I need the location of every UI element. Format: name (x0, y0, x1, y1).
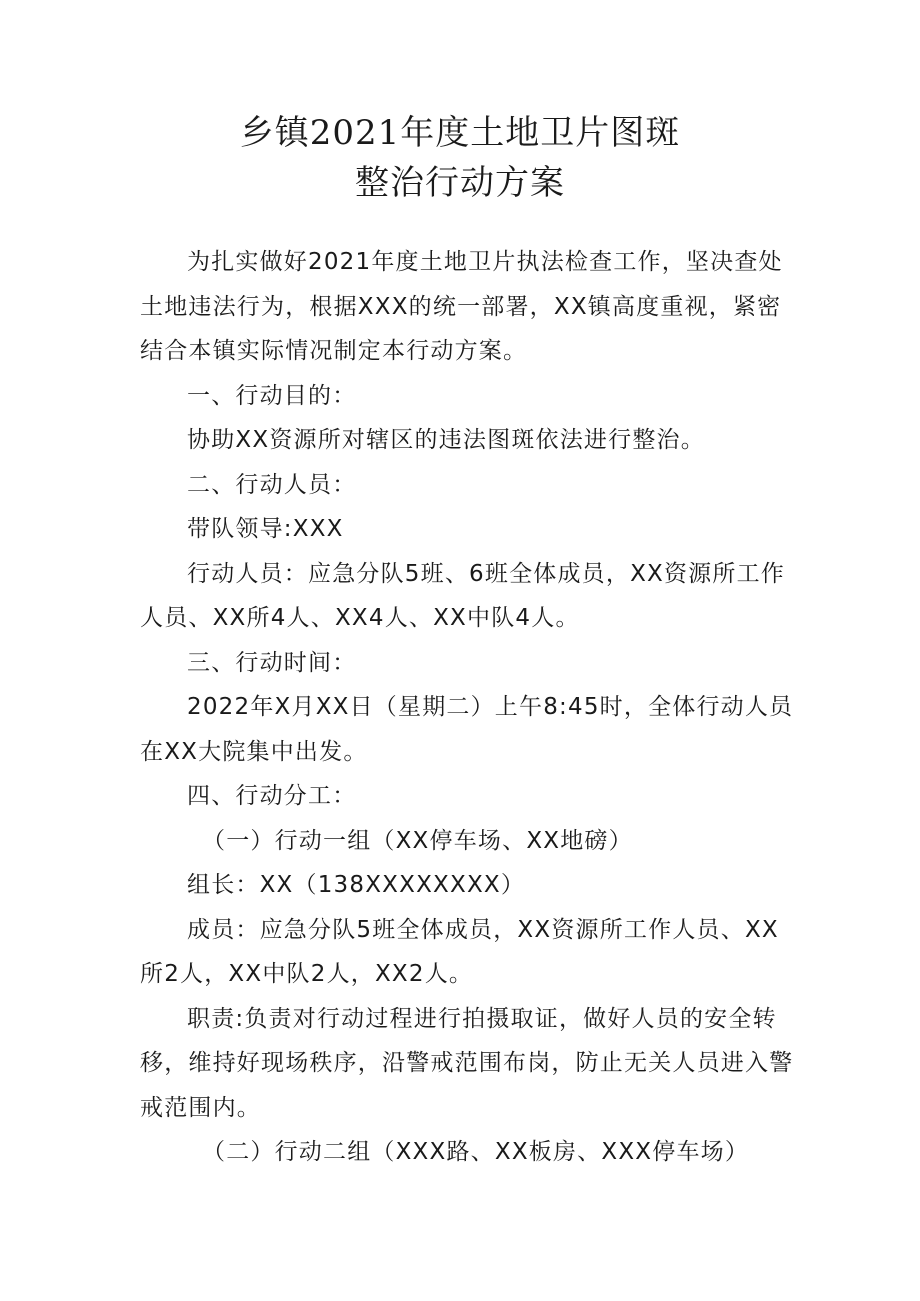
document-title-line2: 整治行动方案 (355, 163, 565, 203)
personnel-paragraph: 行动人员：应急分队5班、6班全体成员，XX资源所工作人员、XX所4人、XX4人、XX中队4人。 (140, 560, 785, 631)
group-two-heading: （二）行动二组（XXX路、XX板房、XXX停车场） (202, 1139, 750, 1165)
group-one-duties: 职责:负责对行动过程进行拍摄取证，做好人员的安全转移，维持好现场秩序，沿警戒范围布岗，防止无关人员进入警戒范围内。 (140, 1005, 794, 1121)
document-title-line1: 乡镇2021年度土地卫片图斑 (239, 113, 681, 153)
group-one-heading: （一）行动一组（XX停车场、XX地磅） (202, 827, 633, 854)
group-one-leader: 组长：XX（138XXXXXXXX） (187, 872, 526, 898)
team-leader-paragraph: 带队领导:XXX (187, 516, 344, 542)
section-heading-purpose: 一、行动目的： (187, 382, 357, 409)
section-heading-time: 三、行动时间： (187, 649, 357, 676)
document-body (140, 240, 800, 1175)
intro-paragraph: 为扎实做好2021年度土地卫片执法检查工作，坚决查处土地违法行为，根据XXX的统一部署，XX镇高度重视，紧密结合本镇实际情况制定本行动方案。 (140, 249, 783, 364)
group-one-members: 成员：应急分队5班全体成员，XX资源所工作人员、XX所2人，XX中队2人，XX2人。 (140, 916, 779, 987)
section-heading-division: 四、行动分工： (187, 783, 357, 809)
section-heading-personnel: 二、行动人员： (187, 471, 357, 498)
purpose-paragraph: 协助XX资源所对辖区的违法图斑依法进行整治。 (187, 427, 705, 453)
time-paragraph: 2022年X月XX日（星期二）上午8:45时，全体行动人员在XX大院集中出发。 (140, 694, 794, 765)
